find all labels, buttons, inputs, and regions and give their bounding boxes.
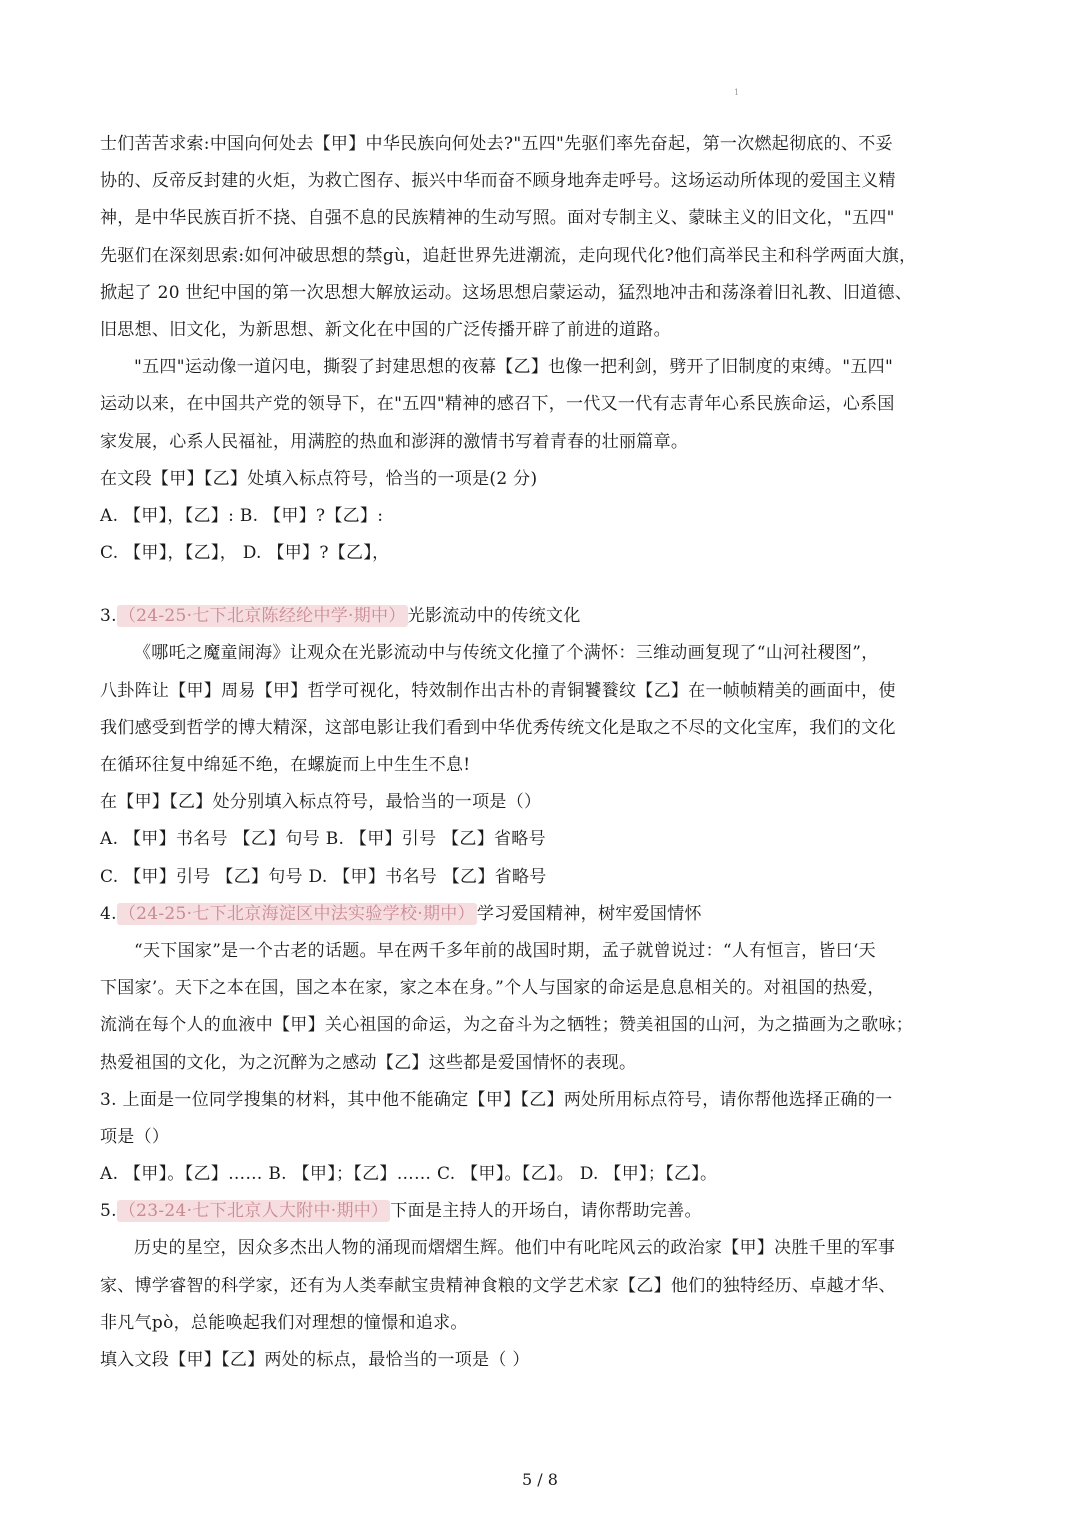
question-number: 3. (100, 606, 117, 627)
passage-line: "五四"运动像一道闪电，撕裂了封建思想的夜幕【乙】也像一把利剑，劈开了旧制度的束缚。"五四" (134, 357, 894, 378)
passage-line: 家发展，心系人民福祉，用满腔的热血和澎湃的激情书写着青春的壮丽篇章。 (100, 431, 689, 452)
page-content (100, 126, 1000, 1379)
passage-line: 神，是中华民族百折不挠、自强不息的民族精神的生动写照。面对专制主义、蒙昧主义的旧文化，"五四" (100, 208, 895, 229)
question-number: 5. (100, 1201, 117, 1222)
question-text: 项是（） (100, 1126, 170, 1147)
passage-line: 非凡气pò，总能唤起我们对理想的憧憬和追求。 (100, 1312, 468, 1333)
question-text: 填入文段【甲】【乙】两处的标点，最恰当的一项是（ ） (100, 1350, 530, 1370)
option-line: A. 【甲】。【乙】…… B. 【甲】；【乙】…… C. 【甲】。【乙】。 D. 【甲】；【乙】。 (100, 1164, 718, 1185)
passage-line: 《哪吒之魔童闹海》让观众在光影流动中与传统文化撞了个满怀：三维动画复现了“山河社稷图”， (134, 643, 879, 664)
question-3-heading (100, 598, 1000, 635)
question-title: 光影流动中的传统文化 (407, 606, 581, 627)
passage-line: 掀起了 20 世纪中国的第一次思想大解放运动。这场思想启蒙运动，猛烈地冲击和荡涤着旧礼教、旧道德、 (100, 282, 913, 303)
passage-line: 历史的星空，因众多杰出人物的涌现而熠熠生辉。他们中有叱咤风云的政治家【甲】决胜千里的军事 (134, 1238, 896, 1259)
page-number: 5 / 8 (522, 1470, 558, 1489)
passage-line: 运动以来，在中国共产党的领导下，在"五四"精神的感召下，一代又一代有志青年心系民族命运，心系国 (100, 394, 895, 415)
question-text: 在文段【甲】【乙】处填入标点符号，恰当的一项是(2 分) (100, 468, 538, 489)
question-5-heading (100, 1193, 1000, 1230)
question-title: 学习爱国精神，树牢爱国情怀 (476, 903, 702, 924)
question-text: 在【甲】【乙】处分别填入标点符号，最恰当的一项是（） (100, 792, 542, 813)
option-line: C. 【甲】引号 【乙】句号 D. 【甲】书名号 【乙】省略号 (100, 866, 547, 887)
passage-line: 热爱祖国的文化，为之沉醉为之感动【乙】这些都是爱国情怀的表现。 (100, 1052, 637, 1073)
passage-line: 协的、反帝反封建的火炬，为救亡图存、振兴中华而奋不顾身地奔走呼号。这场运动所体现的爱国主义精 (100, 171, 896, 192)
option-line: C. 【甲】，【乙】， D. 【甲】?【乙】， (100, 543, 390, 564)
passage-line: 士们苦苦求索:中国向何处去【甲】中华民族向何处去?"五四"先驱们率先奋起，第一次燃起彻底的、不妥 (100, 134, 893, 154)
passage-line: “天下国家”是一个古老的话题。早在两千多年前的战国时期，孟子就曾说过：“人有恒言，皆曰‘天 (134, 940, 876, 961)
source-tag: （24-25·七下北京海淀区中法实验学校·期中） (118, 903, 475, 924)
option-line: A. 【甲】书名号 【乙】句号 B. 【甲】引号 【乙】省略号 (100, 829, 546, 850)
source-tag: （23-24·七下北京人大附中·期中） (118, 1201, 389, 1222)
source-tag: （24-25·七下北京陈经纶中学·期中） (118, 606, 406, 627)
question-number: 4. (100, 903, 117, 924)
question-4-heading (100, 896, 1000, 933)
passage-line: 下国家’。天下之本在国，国之本在家，家之本在身。”个人与国家的命运是息息相关的。对祖国的热爱， (100, 978, 885, 999)
passage-line: 旧思想、旧文化，为新思想、新文化在中国的广泛传播开辟了前进的道路。 (100, 319, 671, 340)
passage-line: 家、博学睿智的科学家，还有为人类奉献宝贵精神食粮的文学艺术家【乙】他们的独特经历、卓越才华、 (100, 1275, 896, 1296)
passage-line: 八卦阵让【甲】周易【甲】哲学可视化，特效制作出古朴的青铜饕餮纹【乙】在一帧帧精美的画面中，使 (100, 680, 896, 701)
question-title: 下面是主持人的开场白，请你帮助完善。 (390, 1201, 702, 1222)
passage-line: 先驱们在深刻思索:如何冲破思想的禁gù，追赶世界先进潮流，走向现代化?他们高举民主和科学两面大旗， (100, 245, 917, 266)
passage-line: 在循环往复中绵延不绝，在螺旋而上中生生不息! (100, 755, 471, 775)
option-line: A. 【甲】，【乙】: B. 【甲】?【乙】: (100, 505, 384, 526)
question-text: 3. 上面是一位同学搜集的材料，其中他不能确定【甲】【乙】两处所用标点符号，请你帮他选择正确的一 (100, 1089, 893, 1110)
header-mark: 1 (734, 88, 740, 97)
passage-line: 我们感受到哲学的博大精深，这部电影让我们看到中华优秀传统文化是取之不尽的文化宝库，我们的文化 (100, 717, 896, 738)
passage-line: 流淌在每个人的血液中【甲】关心祖国的命运，为之奋斗为之牺牲；赞美祖国的山河，为之描画为之歌咏； (100, 1015, 914, 1036)
